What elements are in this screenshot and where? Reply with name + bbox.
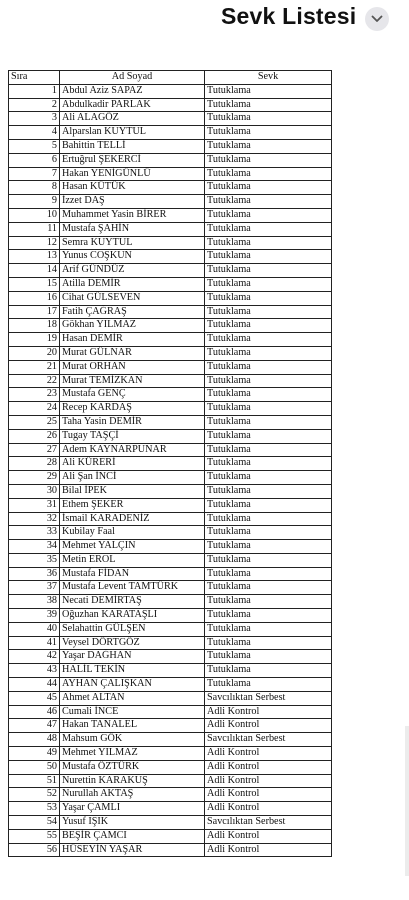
cell-no: 48 [9, 733, 60, 747]
cell-name: Alparslan KUYTUL [60, 126, 205, 140]
cell-name: Bilal İPEK [60, 484, 205, 498]
cell-name: Ahmet ALTAN [60, 691, 205, 705]
cell-transfer: Adli Kontrol [205, 774, 332, 788]
cell-name: Taha Yasin DEMİR [60, 415, 205, 429]
cell-transfer: Tutuklama [205, 429, 332, 443]
cell-transfer: Tutuklama [205, 609, 332, 623]
cell-no: 54 [9, 816, 60, 830]
table-row [9, 567, 332, 581]
table-row [9, 553, 332, 567]
cell-no: 7 [9, 167, 60, 181]
title-bar [0, 0, 409, 40]
table-row [9, 360, 332, 374]
cell-no: 33 [9, 526, 60, 540]
cell-no: 31 [9, 498, 60, 512]
cell-transfer: Tutuklama [205, 250, 332, 264]
table-row [9, 346, 332, 360]
cell-transfer: Tutuklama [205, 553, 332, 567]
table-row [9, 264, 332, 278]
cell-no: 13 [9, 250, 60, 264]
cell-name: Tugay TAŞÇİ [60, 429, 205, 443]
cell-no: 20 [9, 346, 60, 360]
cell-no: 41 [9, 636, 60, 650]
cell-no: 15 [9, 277, 60, 291]
table-row [9, 650, 332, 664]
cell-no: 11 [9, 222, 60, 236]
cell-name: Mehmet YILMAZ [60, 747, 205, 761]
cell-no: 38 [9, 595, 60, 609]
cell-transfer: Tutuklama [205, 98, 332, 112]
cell-no: 30 [9, 484, 60, 498]
cell-name: Yaşar DAĞHAN [60, 650, 205, 664]
cell-name: Arif GÜNDÜZ [60, 264, 205, 278]
cell-name: Cumali İNCE [60, 705, 205, 719]
cell-name: Selahattin GÜLŞEN [60, 622, 205, 636]
cell-name: Murat GÜLNAR [60, 346, 205, 360]
cell-name: Veysel DÖRTGÖZ [60, 636, 205, 650]
cell-name: Yusuf IŞIK [60, 816, 205, 830]
table-row [9, 581, 332, 595]
cell-transfer: Tutuklama [205, 167, 332, 181]
table-row [9, 457, 332, 471]
cell-no: 24 [9, 402, 60, 416]
cell-no: 29 [9, 471, 60, 485]
cell-name: BEŞİR ÇAMCI [60, 829, 205, 843]
cell-no: 49 [9, 747, 60, 761]
table-row [9, 816, 332, 830]
table-row [9, 415, 332, 429]
table-row [9, 526, 332, 540]
cell-transfer: Savcılıktan Serbest [205, 816, 332, 830]
cell-no: 18 [9, 319, 60, 333]
table-row [9, 705, 332, 719]
table-row [9, 153, 332, 167]
cell-name: Recep KARDAŞ [60, 402, 205, 416]
cell-no: 56 [9, 843, 60, 857]
transfer-table [8, 70, 332, 857]
table-row [9, 291, 332, 305]
table-row [9, 443, 332, 457]
cell-transfer: Tutuklama [205, 622, 332, 636]
table-row [9, 126, 332, 140]
cell-no: 46 [9, 705, 60, 719]
cell-no: 36 [9, 567, 60, 581]
table-row [9, 829, 332, 843]
table-row [9, 195, 332, 209]
column-header-transfer: Sevk [205, 71, 332, 85]
table-row [9, 112, 332, 126]
cell-no: 32 [9, 512, 60, 526]
table-row [9, 319, 332, 333]
cell-transfer: Adli Kontrol [205, 802, 332, 816]
cell-name: HALİL TEKİN [60, 664, 205, 678]
table-row [9, 636, 332, 650]
cell-name: Yaşar ÇAMLI [60, 802, 205, 816]
cell-no: 39 [9, 609, 60, 623]
table-row [9, 388, 332, 402]
cell-transfer: Tutuklama [205, 195, 332, 209]
cell-name: Hakan YENİGÜNLÜ [60, 167, 205, 181]
table-row [9, 484, 332, 498]
cell-name: Abdulkadir PARLAK [60, 98, 205, 112]
cell-transfer: Tutuklama [205, 222, 332, 236]
table-row [9, 595, 332, 609]
cell-transfer: Savcılıktan Serbest [205, 733, 332, 747]
table-row [9, 236, 332, 250]
table-row [9, 691, 332, 705]
cell-name: Ali KÜRERİ [60, 457, 205, 471]
cell-no: 4 [9, 126, 60, 140]
cell-no: 52 [9, 788, 60, 802]
cell-transfer: Tutuklama [205, 84, 332, 98]
cell-transfer: Tutuklama [205, 443, 332, 457]
cell-no: 44 [9, 678, 60, 692]
cell-name: Muhammet Yasin BİRER [60, 208, 205, 222]
cell-no: 25 [9, 415, 60, 429]
table-row [9, 208, 332, 222]
table-row [9, 498, 332, 512]
table-row [9, 760, 332, 774]
cell-transfer: Tutuklama [205, 595, 332, 609]
cell-no: 35 [9, 553, 60, 567]
table-row [9, 167, 332, 181]
cell-name: Necati DEMİRTAŞ [60, 595, 205, 609]
table-row [9, 84, 332, 98]
cell-transfer: Tutuklama [205, 126, 332, 140]
cell-transfer: Tutuklama [205, 567, 332, 581]
cell-name: Semra KUYTUL [60, 236, 205, 250]
cell-name: AYHAN ÇALIŞKAN [60, 678, 205, 692]
cell-no: 8 [9, 181, 60, 195]
cell-transfer: Adli Kontrol [205, 788, 332, 802]
cell-name: Nurullah AKTAŞ [60, 788, 205, 802]
table-row [9, 277, 332, 291]
cell-transfer: Tutuklama [205, 181, 332, 195]
cell-transfer: Tutuklama [205, 139, 332, 153]
column-header-name: Ad Soyad [60, 71, 205, 85]
cell-transfer: Tutuklama [205, 664, 332, 678]
table-row [9, 802, 332, 816]
cell-transfer: Tutuklama [205, 153, 332, 167]
cell-no: 12 [9, 236, 60, 250]
cell-transfer: Tutuklama [205, 264, 332, 278]
table-row [9, 609, 332, 623]
cell-name: Gökhan YILMAZ [60, 319, 205, 333]
cell-transfer: Tutuklama [205, 333, 332, 347]
cell-transfer: Adli Kontrol [205, 829, 332, 843]
cell-name: Hakan TANALEL [60, 719, 205, 733]
cell-no: 42 [9, 650, 60, 664]
cell-no: 43 [9, 664, 60, 678]
cell-no: 53 [9, 802, 60, 816]
table-row [9, 402, 332, 416]
cell-transfer: Tutuklama [205, 236, 332, 250]
table-row [9, 471, 332, 485]
table-row [9, 747, 332, 761]
chevron-down-icon [371, 15, 383, 23]
cell-no: 50 [9, 760, 60, 774]
cell-transfer: Tutuklama [205, 346, 332, 360]
cell-name: Abdul Aziz SAPAZ [60, 84, 205, 98]
scroll-edge [405, 726, 409, 876]
table-row [9, 512, 332, 526]
page-title: Sevk Listesi [221, 3, 357, 29]
cell-no: 1 [9, 84, 60, 98]
cell-no: 47 [9, 719, 60, 733]
table-row [9, 222, 332, 236]
table-row [9, 622, 332, 636]
cell-transfer: Tutuklama [205, 277, 332, 291]
cell-no: 34 [9, 540, 60, 554]
cell-name: Ertuğrul ŞEKERCİ [60, 153, 205, 167]
cell-transfer: Tutuklama [205, 415, 332, 429]
table-row [9, 678, 332, 692]
cell-transfer: Tutuklama [205, 305, 332, 319]
cell-name: HÜSEYİN YAŞAR [60, 843, 205, 857]
cell-name: Ethem ŞEKER [60, 498, 205, 512]
cell-no: 10 [9, 208, 60, 222]
cell-name: Nurettin KARAKUŞ [60, 774, 205, 788]
cell-transfer: Tutuklama [205, 471, 332, 485]
table-row [9, 788, 332, 802]
table-row [9, 181, 332, 195]
cell-name: İsmail KARADENİZ [60, 512, 205, 526]
table-row [9, 139, 332, 153]
cell-transfer: Tutuklama [205, 208, 332, 222]
cell-name: Mustafa ÖZTÜRK [60, 760, 205, 774]
cell-transfer: Tutuklama [205, 402, 332, 416]
cell-transfer: Tutuklama [205, 388, 332, 402]
cell-no: 45 [9, 691, 60, 705]
cell-name: Mustafa ŞAHİN [60, 222, 205, 236]
cell-transfer: Tutuklama [205, 319, 332, 333]
cell-name: Fatih ÇAĞRAŞ [60, 305, 205, 319]
table-row [9, 664, 332, 678]
table-row [9, 540, 332, 554]
cell-name: Hasan DEMİR [60, 333, 205, 347]
cell-name: Metin EROL [60, 553, 205, 567]
cell-transfer: Tutuklama [205, 512, 332, 526]
cell-transfer: Adli Kontrol [205, 705, 332, 719]
cell-transfer: Tutuklama [205, 581, 332, 595]
cell-transfer: Tutuklama [205, 457, 332, 471]
cell-transfer: Tutuklama [205, 360, 332, 374]
cell-transfer: Adli Kontrol [205, 760, 332, 774]
cell-name: Oğuzhan KARATAŞLI [60, 609, 205, 623]
cell-no: 14 [9, 264, 60, 278]
cell-name: İzzet DAŞ [60, 195, 205, 209]
cell-name: Mahsum GÖK [60, 733, 205, 747]
cell-no: 9 [9, 195, 60, 209]
cell-no: 3 [9, 112, 60, 126]
cell-name: Hasan KÜTÜK [60, 181, 205, 195]
cell-transfer: Adli Kontrol [205, 719, 332, 733]
cell-name: Adem KAYNARPUNAR [60, 443, 205, 457]
cell-transfer: Tutuklama [205, 291, 332, 305]
cell-no: 17 [9, 305, 60, 319]
cell-name: Murat TEMİZKAN [60, 374, 205, 388]
cell-transfer: Savcılıktan Serbest [205, 691, 332, 705]
table-row [9, 774, 332, 788]
cell-no: 40 [9, 622, 60, 636]
cell-transfer: Adli Kontrol [205, 843, 332, 857]
table-row [9, 719, 332, 733]
cell-transfer: Tutuklama [205, 650, 332, 664]
cell-no: 5 [9, 139, 60, 153]
table-header-row [9, 71, 332, 85]
cell-name: Cihat GÜLSEVEN [60, 291, 205, 305]
cell-transfer: Tutuklama [205, 484, 332, 498]
cell-name: Bahittin TELLİ [60, 139, 205, 153]
cell-transfer: Tutuklama [205, 540, 332, 554]
cell-no: 16 [9, 291, 60, 305]
table-row [9, 305, 332, 319]
cell-transfer: Tutuklama [205, 636, 332, 650]
cell-no: 55 [9, 829, 60, 843]
column-header-no: Sıra [9, 71, 60, 85]
cell-name: Mustafa Levent TAMTÜRK [60, 581, 205, 595]
cell-name: Mehmet YALÇIN [60, 540, 205, 554]
cell-no: 23 [9, 388, 60, 402]
cell-name: Yunus COŞKUN [60, 250, 205, 264]
title-menu-button[interactable] [365, 7, 389, 31]
cell-transfer: Tutuklama [205, 526, 332, 540]
cell-transfer: Adli Kontrol [205, 747, 332, 761]
cell-no: 28 [9, 457, 60, 471]
table-row [9, 250, 332, 264]
cell-transfer: Tutuklama [205, 374, 332, 388]
cell-name: Ali Şan İNCİ [60, 471, 205, 485]
table-row [9, 843, 332, 857]
cell-no: 19 [9, 333, 60, 347]
cell-no: 21 [9, 360, 60, 374]
table-row [9, 333, 332, 347]
table-row [9, 429, 332, 443]
cell-transfer: Tutuklama [205, 678, 332, 692]
cell-no: 37 [9, 581, 60, 595]
cell-no: 6 [9, 153, 60, 167]
table-row [9, 98, 332, 112]
cell-no: 22 [9, 374, 60, 388]
cell-name: Mustafa FİDAN [60, 567, 205, 581]
cell-no: 27 [9, 443, 60, 457]
cell-no: 26 [9, 429, 60, 443]
cell-name: Kubilay Faal [60, 526, 205, 540]
table-body [9, 84, 332, 857]
table-row [9, 733, 332, 747]
table-row [9, 374, 332, 388]
cell-name: Ali ALAGÖZ [60, 112, 205, 126]
cell-transfer: Tutuklama [205, 112, 332, 126]
cell-name: Murat ORHAN [60, 360, 205, 374]
cell-transfer: Tutuklama [205, 498, 332, 512]
cell-name: Mustafa GENÇ [60, 388, 205, 402]
cell-no: 2 [9, 98, 60, 112]
cell-name: Atilla DEMİR [60, 277, 205, 291]
cell-no: 51 [9, 774, 60, 788]
